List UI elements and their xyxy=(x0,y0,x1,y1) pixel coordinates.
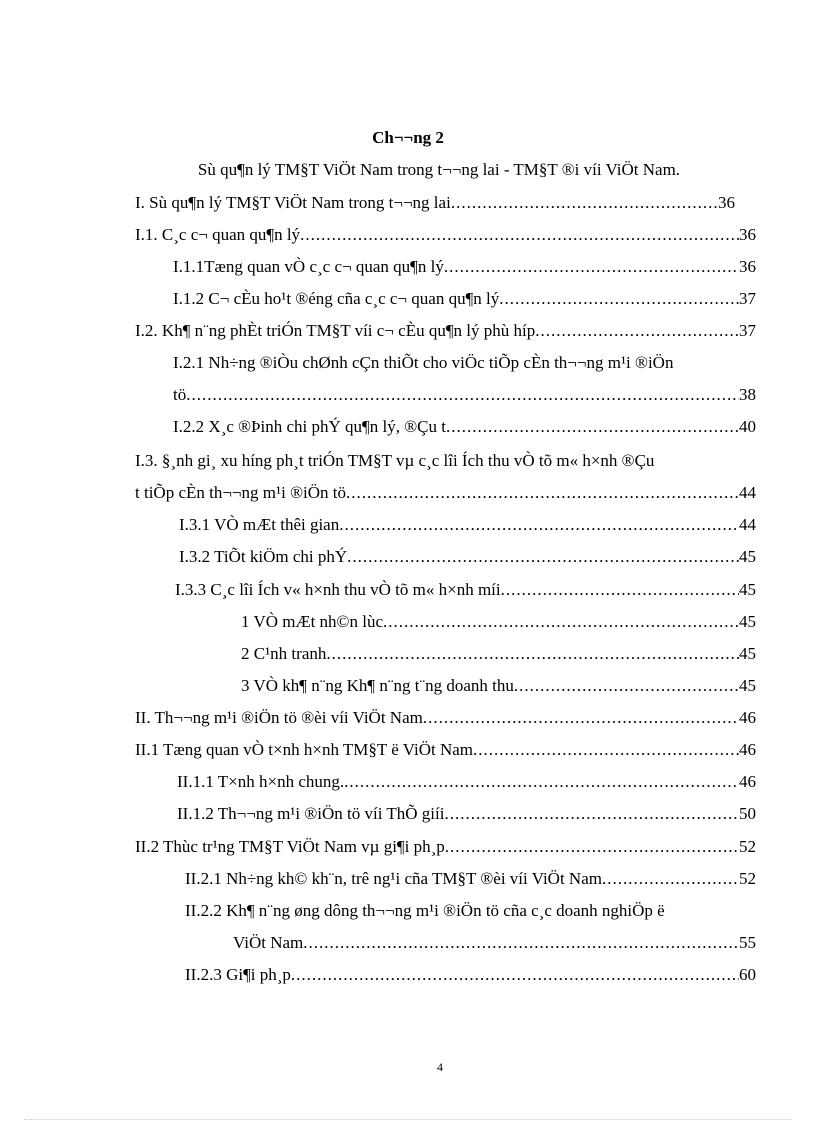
toc-entry-line[interactable]: II.2.2 Kh¶ n¨ng øng dông th¬¬ng m¹i ®iÖn tö cña c¸c doanh nghiÖp ë xyxy=(185,901,665,920)
toc-entry[interactable]: I.3.2 TiÕt kiÖm chi phÝ ..... 45 xyxy=(179,546,756,568)
toc-entry[interactable]: I.1. C¸c c¬ quan qu¶n lý ..... 36 xyxy=(135,224,756,246)
toc-entry[interactable]: II.2.1 Nh÷ng kh© kh¨n, trê ng¹i cña TM§T ®èi víi ViÖt Nam ..... 52 xyxy=(185,868,756,890)
toc-entry[interactable]: I.1.2 C¬ cÈu ho¹t ®éng cña c¸c c¬ quan qu¶n lý ..... 37 xyxy=(173,288,756,310)
chapter-title: Ch¬¬ng 2 xyxy=(372,128,444,147)
toc-entry[interactable]: II.2.3 Gi¶i ph¸p ..... 60 xyxy=(185,964,756,986)
toc-entry[interactable]: I.3.3 C¸c lîi Ích v« h×nh thu vÒ tõ m« h×nh míi ..... 45 xyxy=(175,579,756,601)
footer-divider xyxy=(24,1119,792,1120)
toc-entry[interactable]: I. Sù qu¶n lý TM§T ViÖt Nam trong t¬¬ng lai ..... 36 xyxy=(135,192,735,214)
toc-entry[interactable]: II.1.2 Th¬¬ng m¹i ®iÖn tö víi ThÕ giíi ..... 50 xyxy=(177,803,756,825)
toc-entry[interactable]: II.2 Thùc tr¹ng TM§T ViÖt Nam vµ gi¶i ph¸p ..... 52 xyxy=(135,836,756,858)
toc-entry[interactable]: I.1.1Tæng quan vÒ c¸c c¬ quan qu¶n lý ..... 36 xyxy=(173,256,756,278)
toc-entry[interactable]: II.1.1 T×nh h×nh chung. ..... 46 xyxy=(177,771,756,793)
chapter-subtitle: Sù qu¶n lý TM§T ViÖt Nam trong t¬¬ng lai - TM§T ®i víi ViÖt Nam. xyxy=(197,160,681,179)
toc-entry[interactable]: II. Th¬¬ng m¹i ®iÖn tö ®èi víi ViÖt Nam ..... 46 xyxy=(135,707,756,729)
toc-entry[interactable]: 2 C¹nh tranh ..... 45 xyxy=(241,643,756,665)
toc-entry[interactable]: ViÖt Nam ..... 55 xyxy=(233,932,756,954)
toc-entry[interactable]: tö ..... 38 xyxy=(173,384,756,406)
toc-entry-line[interactable]: I.3. §¸nh gi¸ xu híng ph¸t triÓn TM§T vµ c¸c lîi Ích thu vÒ tõ m« h×nh ®Çu xyxy=(135,451,655,470)
toc-entry[interactable]: 1 VÒ mÆt nh©n lùc ..... 45 xyxy=(241,611,756,633)
toc-entry[interactable]: I.2.2 X¸c ®Þinh chi phÝ qu¶n lý, ®Çu t ..... 40 xyxy=(173,416,756,438)
toc-entry[interactable]: 3 VÒ kh¶ n¨ng Kh¶ n¨ng t¨ng doanh thu ..... 45 xyxy=(241,675,756,697)
toc-entry-line[interactable]: I.2.1 Nh÷ng ®iÒu chØnh cÇn thiÕt cho viÖc tiÕp cÈn th¬¬ng m¹i ®iÖn xyxy=(173,353,674,372)
page-number: 4 xyxy=(437,1060,443,1074)
toc-entry[interactable]: t tiÕp cÈn th¬¬ng m¹i ®iÖn tö ..... 44 xyxy=(135,482,756,504)
toc-entry[interactable]: I.2. Kh¶ n¨ng phÈt triÓn TM§T víi c¬ cÈu qu¶n lý phù híp ..... 37 xyxy=(135,320,756,342)
toc-entry[interactable]: II.1 Tæng quan vÒ t×nh h×nh TM§T ë ViÖt Nam ..... 46 xyxy=(135,739,756,761)
toc-entry[interactable]: I.3.1 VÒ mÆt thêi gian ..... 44 xyxy=(179,514,756,536)
